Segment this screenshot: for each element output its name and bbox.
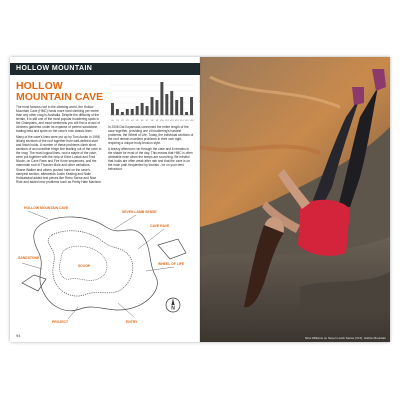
chart-x-tick-label: V2: [121, 120, 124, 122]
book-spread: [10, 57, 390, 342]
chart-x-tick-label: V13: [174, 120, 179, 122]
paragraph: A breezy afternoon run through the cave and it remains in the shade for most of the day. This means that HMC is often climbable even when the temps are scorching. Be mindful that holds are often weak after rain and that the cave is on the main path frequented by tourists - be on your best behaviour.: [108, 146, 193, 171]
map-label: SANDSTONE: [18, 256, 40, 260]
chart-bar: [185, 112, 188, 115]
page-number: 94: [16, 333, 21, 338]
chart-bar: [160, 82, 163, 115]
chart-bar: [116, 109, 119, 115]
body-text-column-1: [16, 105, 102, 186]
cave-inner-outline: [48, 231, 133, 296]
chart-bar: [190, 97, 193, 115]
map-label: ENTRY: [126, 320, 138, 324]
chart-x-tick-label: V6: [140, 120, 144, 122]
chart-x-tick-label: V7: [145, 120, 149, 122]
map-label: CAVE RAVE: [150, 224, 170, 228]
compass-icon: [166, 298, 180, 312]
grade-histogram: [108, 77, 196, 123]
section-header-label: HOLLOW MOUNTAIN: [16, 65, 93, 72]
chart-x-tick-label: V3: [125, 120, 129, 122]
chart-x-tick-label: V14: [179, 120, 184, 122]
chart-bar: [131, 109, 134, 115]
cave-map: [18, 205, 190, 325]
chart-x-tick-label: V1: [116, 120, 119, 122]
chart-x-tick-label: V12: [169, 120, 174, 122]
chart-bar: [111, 103, 114, 115]
body-text-column-2: [108, 125, 194, 172]
chart-x-tick-label: V10: [159, 120, 164, 122]
climber-shirt: [298, 200, 350, 256]
problem-leader-line: [138, 229, 164, 249]
chart-bar: [141, 103, 144, 115]
map-label: SCOOP: [78, 264, 91, 268]
chart-x-tick-label: V16: [189, 120, 194, 122]
chart-x-tick-label: V11: [164, 120, 169, 122]
chart-bar: [180, 97, 183, 115]
paragraph: Many of the cave's lines were put up by Tom Austin in 1998, linking sections of the roof together from well-defined start and finish holds. A number of these problems climb short sections of an incredible fringe line leading out of the cave to the crag. The most logical lines, now a staple of the cave, were put together with the help of Klem Loskot and Fred Nicole, on Cave Rave and Fire Knee sequences, and the mammoth roof of Thunder Mole and other variations.: [16, 134, 102, 167]
paragraph: Shane Walker and others pushed hard on the cave's steepest section; afterwards Justin Keating and Nalle Hukkataival added test pieces like Retro Sense and Nice Ride and added new problems such as Pretty Hate Machine.: [16, 168, 102, 185]
chart-x-tick-label: V9: [155, 120, 159, 122]
chart-bar: [126, 109, 129, 115]
problem-leader-line: [146, 267, 174, 271]
map-label: PROJECT: [52, 320, 69, 324]
grade-histogram-svg: [108, 77, 196, 123]
problem-leader-line: [22, 263, 42, 269]
boulder-line: [158, 239, 186, 259]
problem-leader-line: [68, 307, 78, 319]
page-title: HOLLOW MOUNTAIN CAVE: [16, 80, 104, 103]
paragraph: The most famous roof in the climbing world, the Hollow Mountain Cave (HMC) hosts more hard climbing per metre than any other crag in Australia. Despite the difficulty of the terrain, it is still one of the most popular bouldering spots in the Grampians, and most weekends you will find a crowd of climbers gathered under its expanse of perfect sandstone, trading beta and spots on the cave's now classic lines.: [16, 105, 100, 133]
chart-bar: [121, 112, 124, 115]
chart-bar: [146, 106, 149, 115]
paragraph: In 2006 Dai Koyamada connected the entire length of the cave together, providing one of bouldering's hardest problems, the Wheel of Life. Today, the individual sections of the roof remain excellent problems in their own right, requiring a unique body-tension style.: [108, 125, 194, 145]
map-label: HOLLOW MOUNTAIN CAVE: [24, 206, 69, 210]
photo-caption: Nina Williams on Seven Lamb Sense (V11), Hollow Mountain: [304, 336, 386, 340]
cave-map-svg: [18, 205, 190, 325]
boulder-line: [22, 275, 46, 291]
book-spine-shadow: [199, 57, 202, 342]
map-label: SEVEN LAMB SENSE: [122, 210, 157, 214]
chart-bar: [151, 97, 154, 115]
chart-bar: [165, 94, 168, 115]
chart-x-tick-label: V15: [184, 120, 189, 122]
problem-leader-line: [114, 215, 136, 229]
climbing-photo: [200, 57, 390, 342]
section-header-band: [10, 63, 200, 75]
chart-bar: [155, 100, 158, 115]
cave-outline: [34, 217, 158, 311]
chart-bar: [170, 91, 173, 115]
left-page: [10, 57, 200, 342]
climber-shoe: [352, 87, 364, 105]
chart-bar: [175, 100, 178, 115]
chart-x-tick-label: V0: [111, 120, 114, 122]
compass-north-label: N: [171, 305, 175, 312]
problem-leader-line: [28, 211, 48, 219]
chart-x-tick-label: V5: [135, 120, 139, 122]
chart-bar: [136, 106, 139, 115]
chart-x-tick-label: V8: [150, 120, 154, 122]
chart-x-tick-label: V4: [130, 120, 134, 122]
map-label: WHEEL OF LIFE: [158, 262, 185, 266]
climber-photo-illustration: [200, 57, 390, 342]
